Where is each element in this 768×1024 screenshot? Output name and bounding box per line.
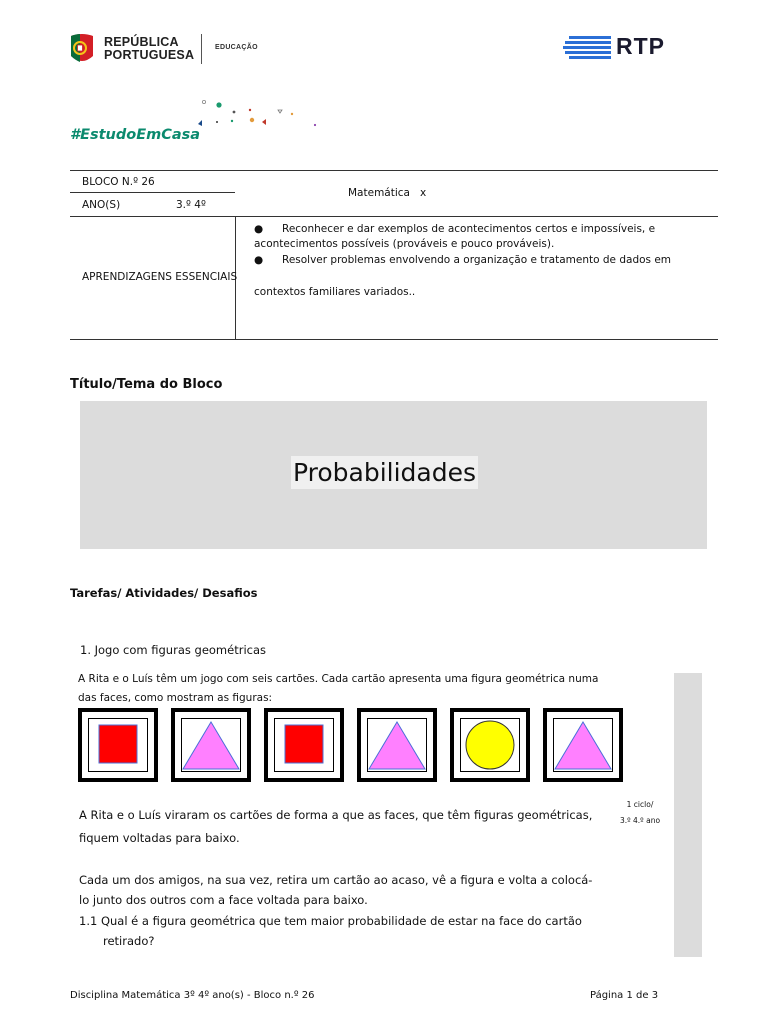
objective-line: Reconhecer e dar exemplos de acontecimentos certos e impossíveis, e: [282, 223, 656, 235]
pink-triangle-icon: [547, 712, 619, 778]
header-divider: [201, 34, 202, 64]
objective-line: acontecimentos possíveis (prováveis e pouco prováveis).: [254, 238, 555, 250]
gov-name-line1: REPÚBLICA: [104, 35, 179, 49]
card-triangle: [543, 708, 623, 782]
titulo-tema-label: Título/Tema do Bloco: [70, 377, 223, 392]
objective-line: contextos familiares variados..: [254, 286, 416, 298]
objective-continuation: [254, 237, 694, 252]
footer-page-number: Página 1 de 3: [590, 990, 659, 1001]
card-triangle: [357, 708, 437, 782]
paragraph-line: Cada um dos amigos, na sua vez, retira um cartão ao acaso, vê a figura e volta a colocá-: [79, 873, 593, 887]
bullet-icon: ●: [254, 223, 264, 235]
objective-item: [254, 253, 694, 268]
bloco-label: BLOCO N.º 26: [82, 176, 155, 188]
objective-line: Resolver problemas envolvendo a organização e tratamento de dados em: [282, 254, 672, 266]
discipline-label: Matemática x: [348, 187, 427, 199]
paragraph-line: A Rita e o Luís viraram os cartões de forma a que as faces, que têm figuras geométricas,: [79, 808, 593, 822]
objective-continuation: [254, 285, 694, 300]
card-square: [78, 708, 158, 782]
red-square-icon: [268, 712, 340, 778]
paragraph-line: fiquem voltadas para baixo.: [79, 831, 240, 845]
portugal-flag-icon: [68, 32, 96, 66]
side-note-line2: 3.º 4.º ano: [619, 816, 661, 825]
tarefas-label: Tarefas/ Atividades/ Desafios: [70, 586, 258, 600]
table-bottom-border: [70, 339, 718, 340]
side-note-line1: 1 ciclo/: [626, 800, 654, 809]
exercise-heading: 1. Jogo com figuras geométricas: [80, 643, 266, 657]
paragraph-line: lo junto dos outros com a face voltada para baixo.: [79, 893, 368, 907]
footer-left: Disciplina Matemática 3º 4º ano(s) - Bloco n.º 26: [70, 990, 315, 1001]
card-triangle: [171, 708, 251, 782]
pink-triangle-icon: [175, 712, 247, 778]
gov-name-line2: PORTUGUESA: [104, 48, 195, 62]
yellow-circle-icon: [454, 712, 526, 778]
ano-label: ANO(S): [82, 199, 121, 211]
card-circle: [450, 708, 530, 782]
rtp-logo-text: RTP: [616, 33, 665, 59]
rtp-logo-stripes-icon: [563, 36, 611, 60]
aprendizagens-label: APRENDIZAGENS ESSENCIAIS: [82, 271, 238, 283]
ano-value: 3.º 4º: [176, 199, 206, 211]
objective-item: [254, 222, 694, 237]
hashtag-title: #EstudoEmCasa: [70, 127, 201, 143]
gov-name: [104, 36, 194, 62]
red-square-icon: [82, 712, 154, 778]
card-square: [264, 708, 344, 782]
gov-department: EDUCAÇÃO: [215, 44, 258, 51]
exercise-intro-line1: A Rita e o Luís têm um jogo com seis cartões. Cada cartão apresenta uma figura geométrica numa: [78, 673, 599, 685]
margin-bar: [674, 673, 702, 957]
table-mid-border: [70, 216, 718, 217]
bullet-icon: ●: [254, 254, 264, 266]
table-top-border: [70, 170, 718, 171]
pink-triangle-icon: [361, 712, 433, 778]
exercise-intro-line2: das faces, como mostram as figuras:: [78, 692, 273, 704]
question-line: 1.1 Qual é a figura geométrica que tem maior probabilidade de estar na face do cartão: [79, 914, 582, 928]
question-line: retirado?: [103, 934, 155, 948]
banner-title: Probabilidades: [293, 458, 477, 487]
confetti-decoration-icon: [190, 96, 330, 132]
table-inner-divider: [70, 192, 235, 193]
